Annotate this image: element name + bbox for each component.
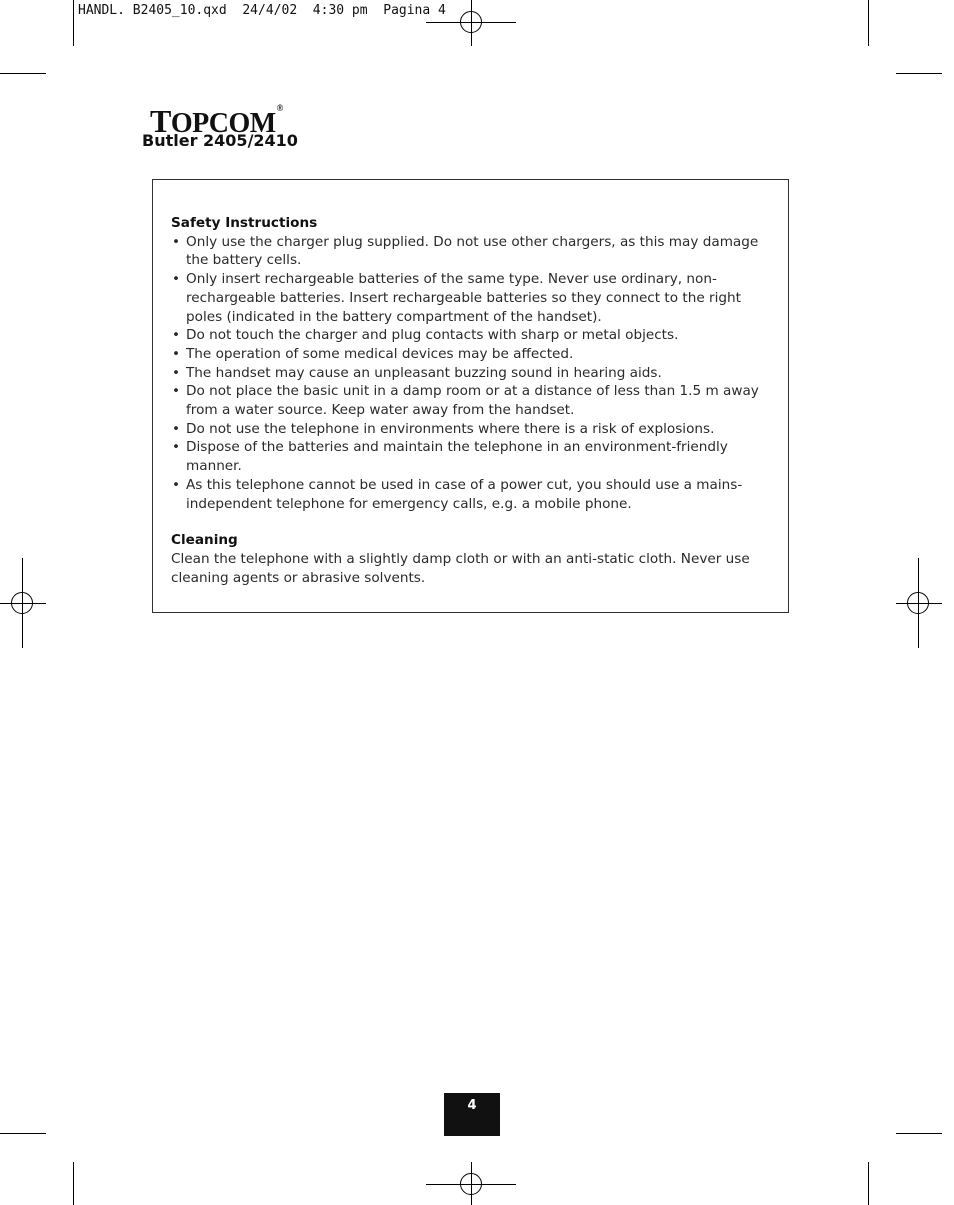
print-slug: HANDL. B2405_10.qxd 24/4/02 4:30 pm Pagina 4 xyxy=(78,3,446,18)
list-item: • Do not place the basic unit in a damp room or at a distance of less than 1.5 m away from a water source. Keep water away from the handset. xyxy=(171,382,761,419)
list-item: • Do not use the telephone in environments where there is a risk of explosions. xyxy=(171,420,761,439)
list-item: • Dispose of the batteries and maintain the telephone in an environment-friendly manner. xyxy=(171,438,761,475)
page-number: 4 xyxy=(444,1093,500,1136)
safety-heading: Safety Instructions xyxy=(171,215,318,231)
cleaning-heading: Cleaning xyxy=(171,532,238,549)
list-item: • The operation of some medical devices may be affected. xyxy=(171,345,761,364)
model-title: Butler 2405/2410 xyxy=(142,131,298,150)
cleaning-text: Clean the telephone with a slightly damp cloth or with an anti-static cloth. Never use cleaning agents or abrasive solvents. xyxy=(171,550,750,586)
list-item: • The handset may cause an unpleasant buzzing sound in hearing aids. xyxy=(171,364,761,383)
list-item: • As this telephone cannot be used in case of a power cut, you should use a mains-independent telephone for emergency calls, e.g. a mobile phone. xyxy=(171,476,761,513)
topcom-logo: TOPCOM® xyxy=(150,103,283,139)
content-body xyxy=(171,214,761,587)
list-item: • Only use the charger plug supplied. Do not use other chargers, as this may damage the battery cells. xyxy=(171,233,761,270)
list-item: • Do not touch the charger and plug contacts with sharp or metal objects. xyxy=(171,326,761,345)
safety-list xyxy=(171,233,761,514)
list-item: • Only insert rechargeable batteries of the same type. Never use ordinary, non-rechargeable batteries. Insert rechargeable batteries so they connect to the right poles (indicated in the battery compartment of the handset). xyxy=(171,270,761,326)
